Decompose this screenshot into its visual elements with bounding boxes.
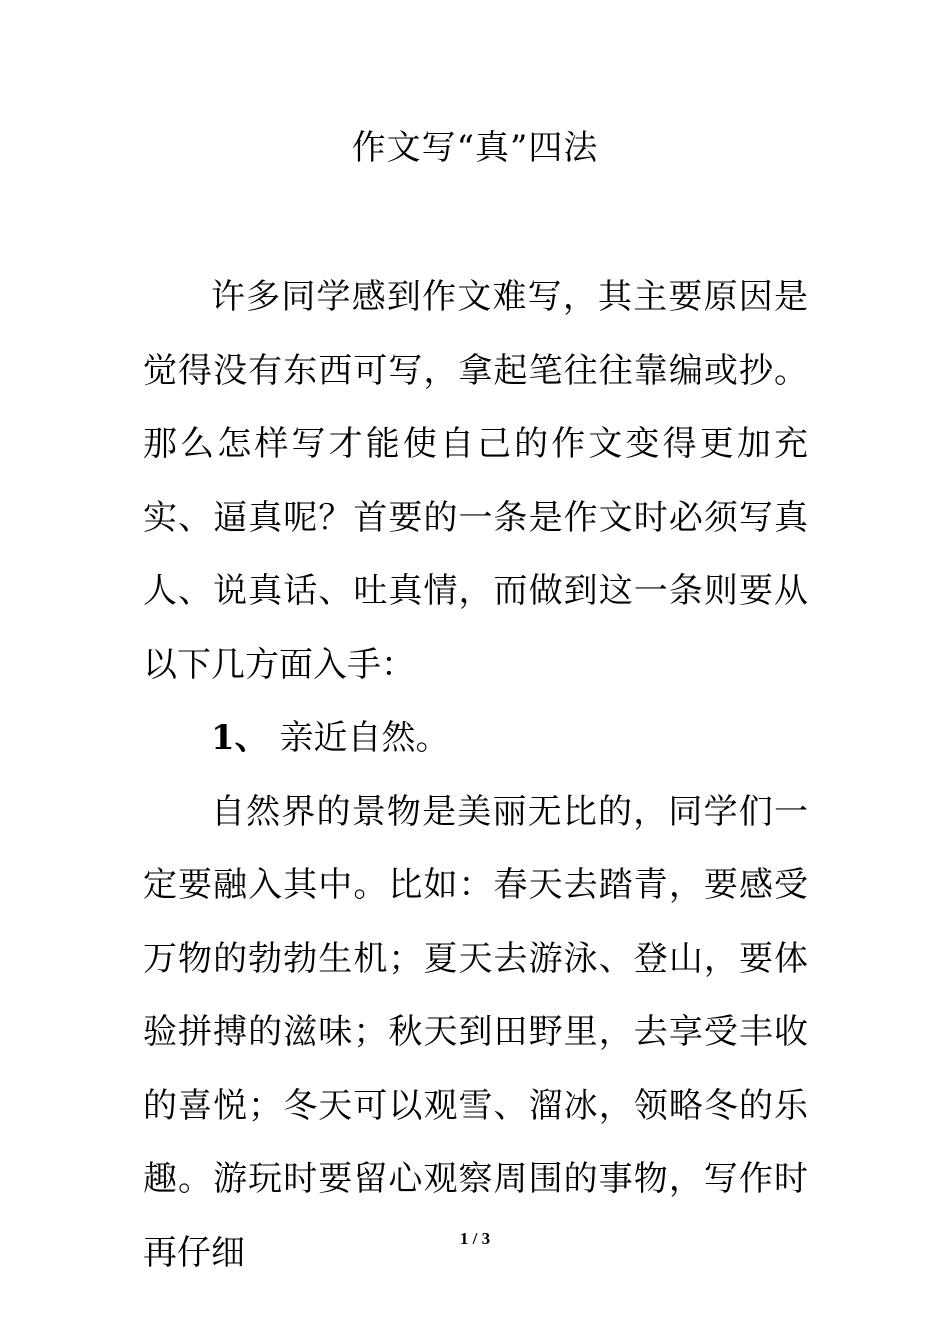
document-title: 作文写“真”四法 <box>351 128 599 168</box>
section-1-heading <box>143 702 808 776</box>
section-1-title: 亲近自然。 <box>279 718 450 758</box>
section-1-paragraph: 自然界的景物是美丽无比的，同学们一定要融入其中。比如：春天去踏青，要感受万物的勃勃生机；夏天去游泳、登山，要体验拼搏的滋味；秋天到田野里，去享受丰收的喜悦；冬天可以观雪、溜冰，领略冬的乐趣。游玩时要留心观察周围的事物，写作时再仔细 <box>143 791 808 1273</box>
section-1-number: 1、 <box>211 718 269 758</box>
document-body <box>143 261 808 1290</box>
intro-paragraph: 许多同学感到作文难写，其主要原因是觉得没有东西可写，拿起笔往往靠编或抄。那么怎样写才能使自己的作文变得更加充实、逼真呢？首要的一条是作文时必须写真人、说真话、吐真情，而做到这一条则要从以下几方面入手： <box>143 277 808 685</box>
page-number: 1 / 3 <box>459 1229 491 1248</box>
